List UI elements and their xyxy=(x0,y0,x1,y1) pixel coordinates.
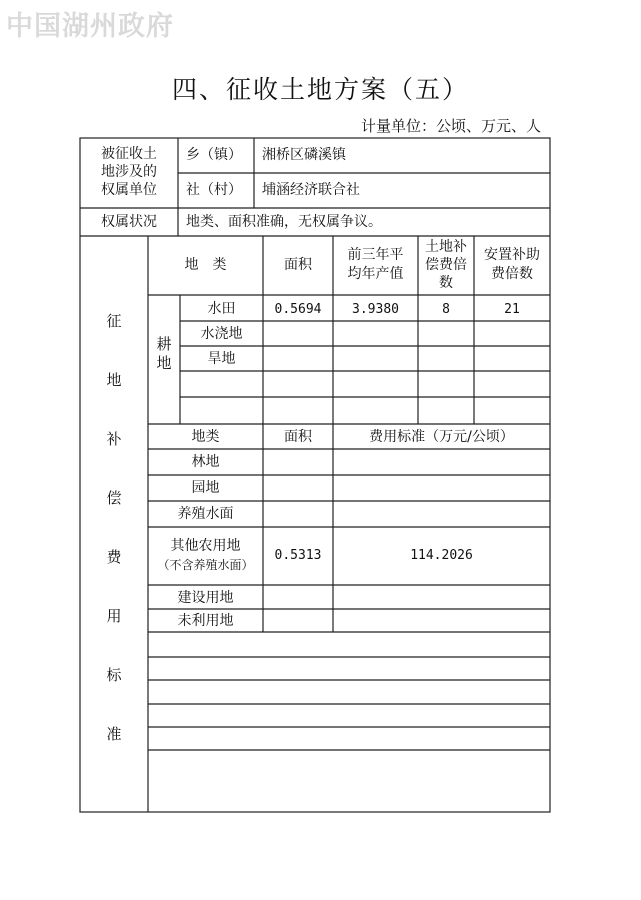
page-title: 四、征收土地方案（五） xyxy=(171,75,469,104)
other-row-type: 园地 xyxy=(191,480,220,496)
farmland-row-type: 水浇地 xyxy=(200,326,243,342)
side-label-char: 准 xyxy=(106,725,122,743)
side-label-char: 地 xyxy=(106,371,122,389)
side-label-char: 征 xyxy=(106,312,122,330)
owner-label: 被征收土 地涉及的 权属单位 xyxy=(101,146,157,198)
farmland-row-resettle-multiple: 21 xyxy=(504,302,520,317)
other-col-header-area: 面积 xyxy=(284,429,312,445)
other-col-header-standard: 费用标准（万元/公顷） xyxy=(369,429,514,445)
farmland-row-type: 旱地 xyxy=(207,351,236,367)
side-label-char: 偿 xyxy=(106,489,122,507)
col-header-comp-multiple: 土地补 偿费倍 数 xyxy=(425,239,467,291)
unit-line: 计量单位：公顷、万元、人 xyxy=(360,117,541,135)
side-label-char: 标 xyxy=(106,666,122,684)
col-header-land-type: 地 类 xyxy=(184,257,227,273)
other-row-area: 0.5313 xyxy=(274,548,322,563)
farmland-group-label: 耕 xyxy=(156,335,172,353)
farmland-group-label: 地 xyxy=(156,354,172,372)
township-value: 湘桥区磷溪镇 xyxy=(262,147,346,163)
side-label-char: 用 xyxy=(106,607,122,625)
ownership-label: 权属状况 xyxy=(101,214,157,230)
side-label-char: 费 xyxy=(106,548,122,566)
other-row-type-note: （不含养殖水面） xyxy=(157,558,254,572)
farmland-row-avg-output: 3.9380 xyxy=(352,302,399,317)
village-label: 社（村） xyxy=(186,182,242,198)
farmland-row-type: 水田 xyxy=(207,301,236,317)
col-header-resettle-multiple: 安置补助 费倍数 xyxy=(484,247,540,282)
other-col-header-land-type: 地类 xyxy=(191,429,220,445)
other-row-type: 林地 xyxy=(191,454,220,470)
other-row-standard: 114.2026 xyxy=(410,548,473,563)
other-row-type: 养殖水面 xyxy=(177,506,234,522)
side-label-char: 补 xyxy=(106,430,122,448)
other-row-type: 其他农用地 xyxy=(170,538,241,554)
col-header-avg-output: 前三年平 均年产值 xyxy=(347,247,404,282)
other-row-type: 建设用地 xyxy=(177,590,234,606)
village-value: 埔涵经济联合社 xyxy=(262,182,360,198)
col-header-area: 面积 xyxy=(284,257,312,273)
ownership-value: 地类、面积准确，无权属争议。 xyxy=(186,214,382,230)
township-label: 乡（镇） xyxy=(186,147,242,163)
watermark-logo: 中国湖州政府 xyxy=(6,11,174,42)
farmland-row-comp-multiple: 8 xyxy=(442,302,450,317)
farmland-row-area: 0.5694 xyxy=(274,302,322,317)
other-row-type: 未利用地 xyxy=(177,613,234,629)
